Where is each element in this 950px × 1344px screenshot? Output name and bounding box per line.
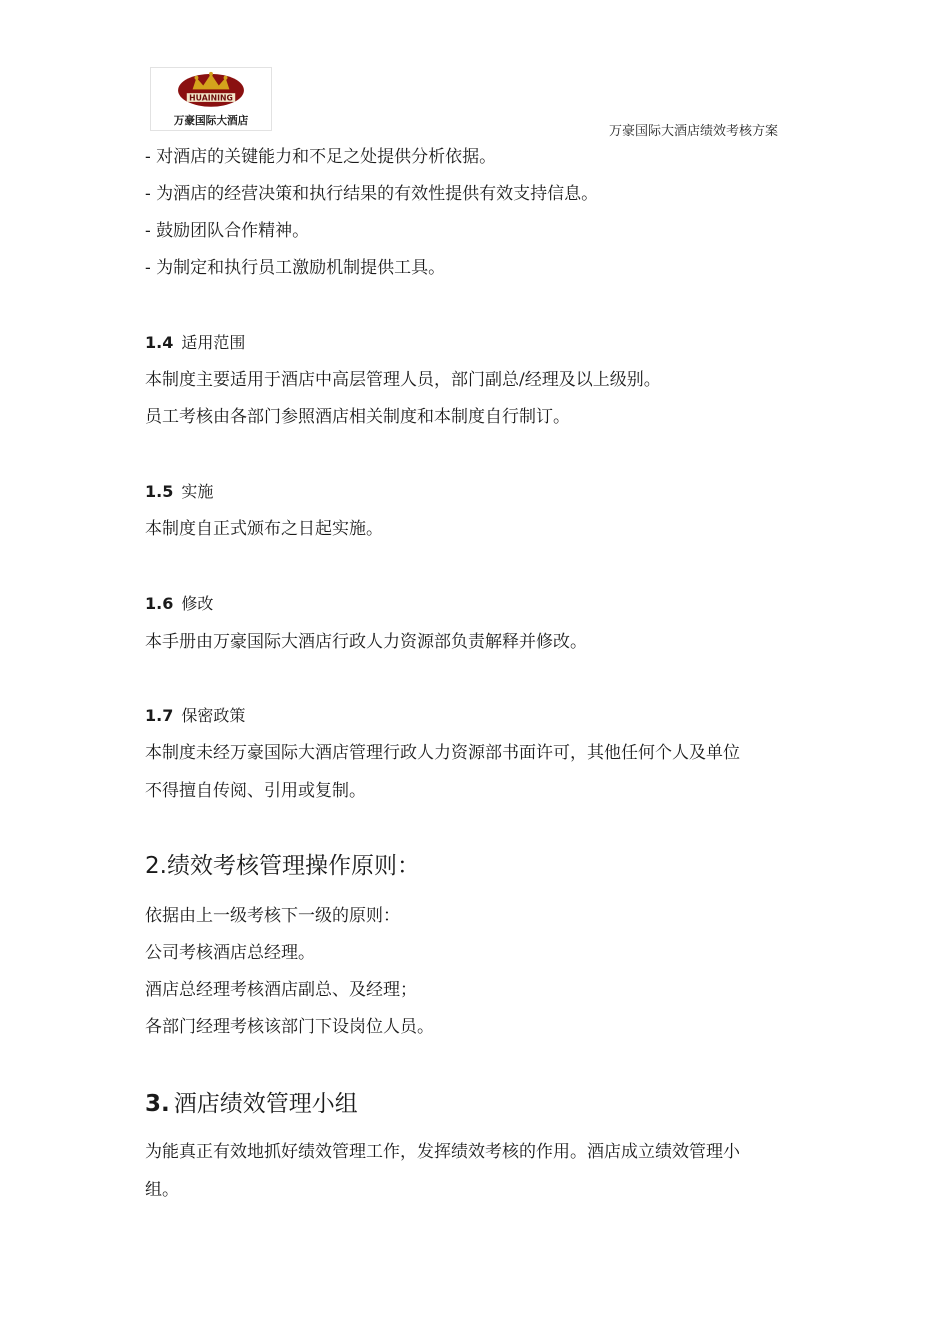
section-heading-1-4	[145, 333, 245, 353]
section-title: 修改	[181, 594, 214, 613]
section-title: 绩效考核管理操作原则：	[166, 853, 420, 879]
hotel-logo	[150, 67, 272, 131]
section-heading-1-6	[145, 594, 213, 614]
section-title: 保密政策	[181, 706, 246, 725]
section-heading-2	[145, 851, 420, 881]
paragraph-line: 为能真正有效地抓好绩效管理工作，发挥绩效考核的作用。酒店成立绩效管理小	[145, 1142, 740, 1162]
crown-logo-icon	[151, 68, 271, 130]
paragraph-line: 依据由上一级考核下一级的原则：	[145, 906, 400, 926]
section-number: 2.	[145, 853, 167, 879]
section-title: 实施	[181, 482, 214, 501]
section-heading-1-7	[145, 706, 245, 726]
bullet-item: - 对酒店的关键能力和不足之处提供分析依据。	[145, 147, 497, 167]
section-heading-3	[145, 1089, 358, 1119]
section-number: 1.7	[145, 706, 174, 725]
bullet-item: - 鼓励团队合作精神。	[145, 221, 310, 241]
paragraph-line: 组。	[145, 1180, 179, 1200]
paragraph-line: 本制度未经万豪国际大酒店管理行政人力资源部书面许可，其他任何个人及单位	[145, 743, 740, 763]
section-number: 1.5	[145, 482, 174, 501]
bullet-item: - 为酒店的经营决策和执行结果的有效性提供有效支持信息。	[145, 184, 599, 204]
logo-name: 万豪国际大酒店	[173, 114, 249, 128]
logo-text: HUAINING	[189, 93, 233, 103]
section-title: 适用范围	[181, 333, 246, 352]
section-number: 1.4	[145, 333, 174, 352]
section-title: 酒店绩效管理小组	[173, 1091, 358, 1117]
document-header-title: 万豪国际大酒店绩效考核方案	[609, 124, 779, 139]
paragraph-line: 不得擅自传阅、引用或复制。	[145, 781, 366, 801]
paragraph-line: 员工考核由各部门参照酒店相关制度和本制度自行制订。	[145, 407, 570, 427]
section-heading-1-5	[145, 482, 213, 502]
paragraph-line: 公司考核酒店总经理。	[145, 943, 315, 963]
paragraph-line: 本制度主要适用于酒店中高层管理人员，部门副总/经理及以上级别。	[145, 370, 661, 390]
paragraph-line: 本制度自正式颁布之日起实施。	[145, 519, 383, 539]
section-number: 3.	[145, 1091, 170, 1117]
paragraph-line: 各部门经理考核该部门下设岗位人员。	[145, 1017, 434, 1037]
section-number: 1.6	[145, 594, 174, 613]
paragraph-line: 本手册由万豪国际大酒店行政人力资源部负责解释并修改。	[145, 632, 587, 652]
bullet-item: - 为制定和执行员工激励机制提供工具。	[145, 258, 446, 278]
paragraph-line: 酒店总经理考核酒店副总、及经理；	[145, 980, 417, 1000]
